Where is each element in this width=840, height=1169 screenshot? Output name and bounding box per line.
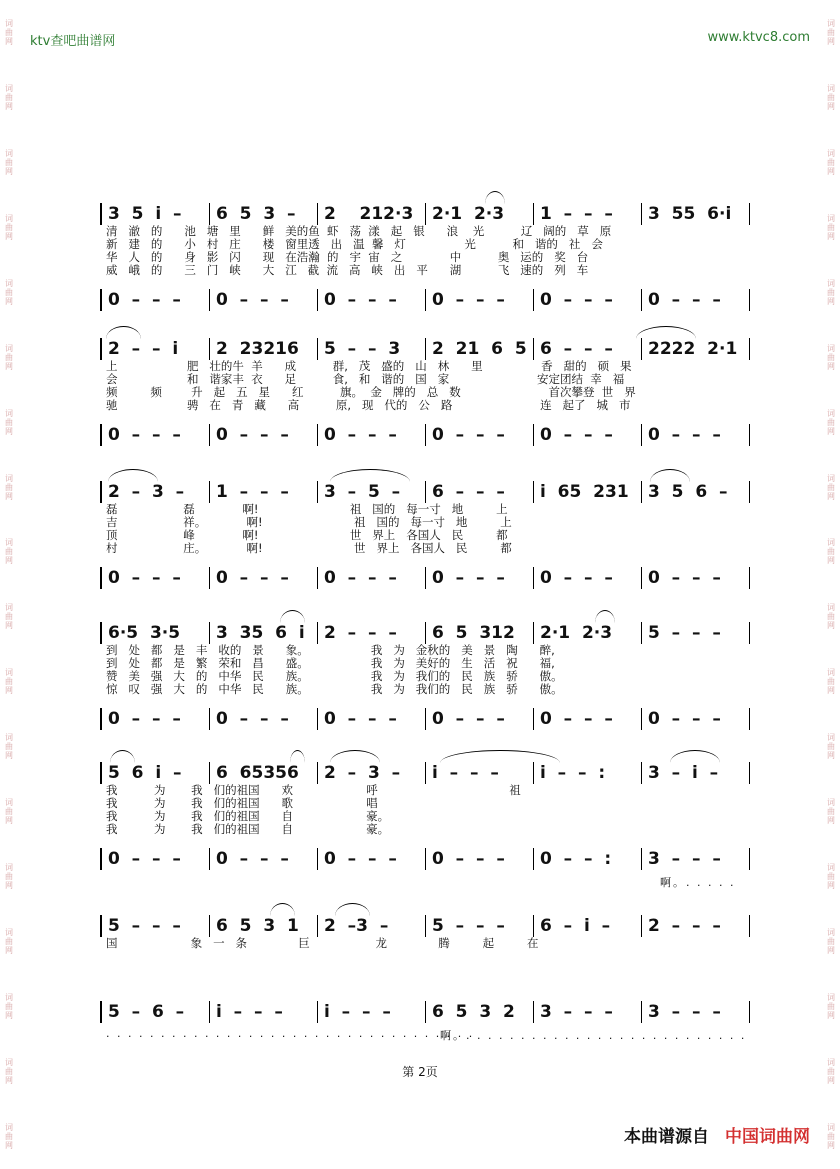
melody-measure: 2 23216 bbox=[210, 338, 318, 360]
watermark-glyph: 词曲网 bbox=[5, 148, 13, 176]
lyric-line: 顶 峰 啊! 世 界上 各国人 民 都 bbox=[106, 529, 508, 542]
lyric-line: 到 处 都 是 丰 收的 景 象。 我 为 金秋的 美 景 陶 醉, bbox=[106, 644, 555, 657]
lyric-line: 上 肥 壮的牛 羊 成 群, 茂 盛的 山 林 里 香 甜的 硕 果 bbox=[106, 360, 632, 373]
bass-measure: 3 – – – bbox=[648, 849, 721, 869]
watermark-glyph: 词曲网 bbox=[827, 538, 835, 566]
score-system bbox=[100, 915, 750, 1042]
continuation-dots: . . . . . . . . . . . . . . . . . . . . . . . . . . . . . . . . . . bbox=[106, 1027, 475, 1040]
continuation-dots: 啊。. . . . . . . . . . . . . . . . . . . . . . . . . . bbox=[440, 1029, 747, 1042]
watermark-glyph: 词曲网 bbox=[5, 668, 13, 696]
watermark-glyph: 词曲网 bbox=[5, 18, 13, 46]
bass-measure: 0 – – – bbox=[210, 567, 318, 589]
melody-measure: 3 35 6 i bbox=[210, 622, 318, 644]
slur-arc bbox=[106, 326, 141, 339]
lyric-line: 威 峨 的 三 门 峡 大 江 截 流 高 峡 出 平 湖 飞 速的 列 车 bbox=[106, 264, 589, 277]
bass-measure: 0 – – – bbox=[534, 289, 642, 311]
bass-measure: 0 – – – bbox=[426, 848, 534, 870]
lyric-line: 惊 叹 强 大 的 中华 民 族。 我 为 我们的 民 族 骄 傲。 bbox=[106, 683, 563, 696]
watermark-glyph: 词曲网 bbox=[5, 993, 13, 1021]
watermark-glyph: 词曲网 bbox=[827, 993, 835, 1021]
melody-measure: i 65 231 bbox=[534, 481, 642, 503]
watermark-glyph: 词曲网 bbox=[5, 343, 13, 371]
watermark-glyph: 词曲网 bbox=[827, 798, 835, 826]
melody-measure: 2 – 3 – bbox=[102, 481, 210, 503]
bass-measure: 0 – – – bbox=[318, 708, 426, 730]
score-system bbox=[100, 622, 750, 730]
melody-measure: 5 – – – bbox=[102, 915, 210, 937]
melody-measure: 2 212·3 bbox=[318, 203, 426, 225]
slur-arc bbox=[270, 903, 295, 916]
bass-measure: 6 5 3 2 bbox=[426, 1001, 534, 1023]
source-credit bbox=[624, 1122, 810, 1147]
watermark-glyph: 词曲网 bbox=[5, 863, 13, 891]
slur-arc bbox=[650, 469, 690, 482]
melody-measure: 3 55 6·i bbox=[648, 204, 732, 224]
bass-staff bbox=[100, 848, 750, 870]
lyric-line: 清 澈 的 池 塘 里 鲜 美的鱼 虾 荡 漾 起 银 浪 光 辽 阔的 草 原 bbox=[106, 225, 612, 238]
lyric-line: 我 为 我 们的祖国 自 豪。 bbox=[106, 823, 390, 836]
bass-measure: 0 – – – bbox=[648, 290, 721, 310]
bass-measure: 0 – – – bbox=[648, 425, 721, 445]
melody-measure: 2·1 2·3 bbox=[426, 203, 534, 225]
source-label: 本曲谱源自 bbox=[624, 1127, 709, 1147]
melody-measure: 2 21 6 5 bbox=[426, 338, 534, 360]
slur-arc bbox=[485, 191, 505, 204]
melody-measure: 6 – – – bbox=[426, 481, 534, 503]
bass-measure: i – – – bbox=[318, 1001, 426, 1023]
slur-arc bbox=[670, 750, 720, 763]
lyrics-block bbox=[100, 937, 750, 1001]
melody-measure: 2 – – – bbox=[318, 622, 426, 644]
continuation-dots: 啊。. . . . . bbox=[660, 876, 736, 889]
melody-measure: 6·5 3·5 bbox=[102, 622, 210, 644]
slur-arc bbox=[108, 469, 158, 482]
bass-measure: 0 – – – bbox=[534, 708, 642, 730]
melody-measure: 2 – – – bbox=[648, 916, 721, 936]
bass-measure: 0 – – : bbox=[534, 848, 642, 870]
bass-staff bbox=[100, 424, 750, 446]
melody-measure: 6 – i – bbox=[534, 915, 642, 937]
melody-measure: 6 5 312 bbox=[426, 622, 534, 644]
bass-measure: 0 – – – bbox=[102, 424, 210, 446]
source-brand: 中国词曲网 bbox=[725, 1127, 810, 1147]
watermark-glyph: 词曲网 bbox=[5, 278, 13, 306]
watermark-glyph: 词曲网 bbox=[827, 1057, 835, 1085]
bass-measure: 0 – – – bbox=[318, 567, 426, 589]
lyric-line: 国 象 一 条 巨 龙 腾 起 在 bbox=[106, 937, 539, 950]
lyric-line: 我 为 我 们的祖国 歌 唱 bbox=[106, 797, 378, 810]
lyric-line: 赞 美 强 大 的 中华 民 族。 我 为 我们的 民 族 骄 傲。 bbox=[106, 670, 563, 683]
score-system bbox=[100, 762, 750, 889]
watermark-glyph: 词曲网 bbox=[827, 148, 835, 176]
slur-arc bbox=[595, 610, 615, 623]
watermark-glyph: 词曲网 bbox=[5, 603, 13, 631]
watermark-glyph: 词曲网 bbox=[5, 473, 13, 501]
bass-measure: 0 – – – bbox=[426, 424, 534, 446]
page-number: 第 2页 bbox=[402, 1065, 438, 1079]
melody-measure: 2222 2·1 bbox=[648, 339, 738, 359]
right-watermark-strip bbox=[824, 0, 838, 1169]
melody-measure: i – – – bbox=[426, 762, 534, 784]
bass-measure: 3 – – – bbox=[534, 1001, 642, 1023]
bass-staff bbox=[100, 1001, 750, 1023]
melody-staff bbox=[100, 481, 750, 503]
watermark-glyph: 词曲网 bbox=[827, 1122, 835, 1150]
watermark-glyph: 词曲网 bbox=[5, 798, 13, 826]
lyric-line: 我 为 我 们的祖国 自 豪。 bbox=[106, 810, 390, 823]
bass-measure: i – – – bbox=[210, 1001, 318, 1023]
watermark-glyph: 词曲网 bbox=[5, 83, 13, 111]
watermark-glyph: 词曲网 bbox=[5, 538, 13, 566]
watermark-glyph: 词曲网 bbox=[827, 603, 835, 631]
bass-staff bbox=[100, 567, 750, 589]
melody-measure: 2 –3 – bbox=[318, 915, 426, 937]
melody-measure: 3 5 i – bbox=[102, 203, 210, 225]
score-system bbox=[100, 338, 750, 446]
slur-arc bbox=[636, 326, 696, 339]
bass-measure: 0 – – – bbox=[426, 708, 534, 730]
bass-measure: 0 – – – bbox=[318, 289, 426, 311]
lyrics-block bbox=[100, 225, 750, 289]
melody-measure: 5 – – – bbox=[426, 915, 534, 937]
slur-arc bbox=[280, 610, 305, 623]
lyric-line: 村 庄。 啊! 世 界上 各国人 民 都 bbox=[106, 542, 512, 555]
lyric-line: 会 和 谐家丰 衣 足 食, 和 谐的 国 家 安定团结 幸 福 bbox=[106, 373, 625, 386]
melody-measure: 3 – 5 – bbox=[318, 481, 426, 503]
bass-measure: 0 – – – bbox=[648, 568, 721, 588]
bass-measure: 0 – – – bbox=[534, 424, 642, 446]
bass-measure: 0 – – – bbox=[102, 567, 210, 589]
lyric-line: 驰 骋 在 青 藏 高 原, 现 代的 公 路 连 起了 城 市 bbox=[106, 399, 631, 412]
lyric-line: 吉 祥。 啊! 祖 国的 每一寸 地 上 bbox=[106, 516, 512, 529]
watermark-glyph: 词曲网 bbox=[5, 928, 13, 956]
melody-staff bbox=[100, 762, 750, 784]
lyrics-block bbox=[100, 360, 750, 424]
slur-arc bbox=[330, 469, 410, 482]
melody-measure: 2·1 2·3 bbox=[534, 622, 642, 644]
watermark-glyph: 词曲网 bbox=[827, 473, 835, 501]
watermark-glyph: 词曲网 bbox=[827, 668, 835, 696]
watermark-glyph: 词曲网 bbox=[5, 408, 13, 436]
watermark-glyph: 词曲网 bbox=[827, 213, 835, 241]
slur-arc bbox=[290, 750, 305, 763]
slur-arc bbox=[335, 903, 370, 916]
bass-measure: 0 – – – bbox=[534, 567, 642, 589]
bass-staff bbox=[100, 289, 750, 311]
bass-measure: 0 – – – bbox=[426, 567, 534, 589]
slur-arc bbox=[330, 750, 380, 763]
watermark-glyph: 词曲网 bbox=[5, 1122, 13, 1150]
bass-measure: 5 – 6 – bbox=[102, 1001, 210, 1023]
watermark-glyph: 词曲网 bbox=[827, 408, 835, 436]
bass-staff bbox=[100, 708, 750, 730]
melody-staff bbox=[100, 622, 750, 644]
slur-arc bbox=[440, 750, 560, 763]
lyric-line: 到 处 都 是 繁 荣和 昌 盛。 我 为 美好的 生 活 祝 福, bbox=[106, 657, 555, 670]
melody-measure: 6 – – – bbox=[534, 338, 642, 360]
header-left: ktv查吧曲谱网 bbox=[30, 34, 116, 49]
melody-measure: 2 – 3 – bbox=[318, 762, 426, 784]
lyrics-block bbox=[100, 784, 750, 848]
watermark-glyph: 词曲网 bbox=[827, 278, 835, 306]
lyric-line: 我 为 我 们的祖国 欢 呼 祖 bbox=[106, 784, 521, 797]
bass-measure: 0 – – – bbox=[318, 424, 426, 446]
bass-measure: 0 – – – bbox=[648, 709, 721, 729]
melody-staff bbox=[100, 338, 750, 360]
bass-measure: 0 – – – bbox=[102, 708, 210, 730]
watermark-glyph: 词曲网 bbox=[827, 83, 835, 111]
melody-staff bbox=[100, 915, 750, 937]
watermark-glyph: 词曲网 bbox=[5, 1057, 13, 1085]
watermark-glyph: 词曲网 bbox=[827, 18, 835, 46]
bass-measure: 0 – – – bbox=[426, 289, 534, 311]
melody-measure: 1 – – – bbox=[210, 481, 318, 503]
score-system bbox=[100, 203, 750, 311]
melody-measure: 6 5 3 – bbox=[210, 203, 318, 225]
left-watermark-strip bbox=[2, 0, 16, 1169]
melody-measure: 2 – – i bbox=[102, 338, 210, 360]
melody-staff bbox=[100, 203, 750, 225]
melody-measure: 6 5 3 1 bbox=[210, 915, 318, 937]
bass-measure: 0 – – – bbox=[210, 848, 318, 870]
watermark-glyph: 词曲网 bbox=[5, 733, 13, 761]
watermark-glyph: 词曲网 bbox=[827, 928, 835, 956]
bass-measure: 0 – – – bbox=[318, 848, 426, 870]
lyric-line: 华 人 的 身 影 闪 现 在浩瀚 的 宇 宙 之 中 奥 运的 奖 台 bbox=[106, 251, 589, 264]
bass-measure: 3 – – – bbox=[648, 1002, 721, 1022]
melody-measure: 5 – – 3 bbox=[318, 338, 426, 360]
bass-measure: 0 – – – bbox=[210, 708, 318, 730]
watermark-glyph: 词曲网 bbox=[5, 213, 13, 241]
lyrics-block bbox=[100, 503, 750, 567]
slur-arc bbox=[110, 750, 135, 763]
melody-measure: 3 5 6 – bbox=[648, 482, 728, 502]
lyrics-block bbox=[100, 644, 750, 708]
melody-measure: i – – : bbox=[534, 762, 642, 784]
header-right: www.ktvc8.com bbox=[707, 30, 810, 45]
watermark-glyph: 词曲网 bbox=[827, 863, 835, 891]
bass-measure: 0 – – – bbox=[210, 424, 318, 446]
lyric-line: 频 频 升 起 五 星 红 旗。 金 牌的 总 数 首次攀登 世 界 bbox=[106, 386, 636, 399]
score-system bbox=[100, 481, 750, 589]
lyric-line: 磊 磊 啊! 祖 国的 每一寸 地 上 bbox=[106, 503, 508, 516]
melody-measure: 3 – i – bbox=[648, 763, 719, 783]
bass-measure: 0 – – – bbox=[210, 289, 318, 311]
watermark-glyph: 词曲网 bbox=[827, 733, 835, 761]
lyric-line: 新 建 的 小 村 庄 楼 窗里透 出 温 馨 灯 光 和 谐的 社 会 bbox=[106, 238, 603, 251]
melody-measure: 1 – – – bbox=[534, 203, 642, 225]
melody-measure: 6 65356 bbox=[210, 762, 318, 784]
melody-measure: 5 6 i – bbox=[102, 762, 210, 784]
bass-measure: 0 – – – bbox=[102, 289, 210, 311]
bass-measure: 0 – – – bbox=[102, 848, 210, 870]
melody-measure: 5 – – – bbox=[648, 623, 721, 643]
watermark-glyph: 词曲网 bbox=[827, 343, 835, 371]
